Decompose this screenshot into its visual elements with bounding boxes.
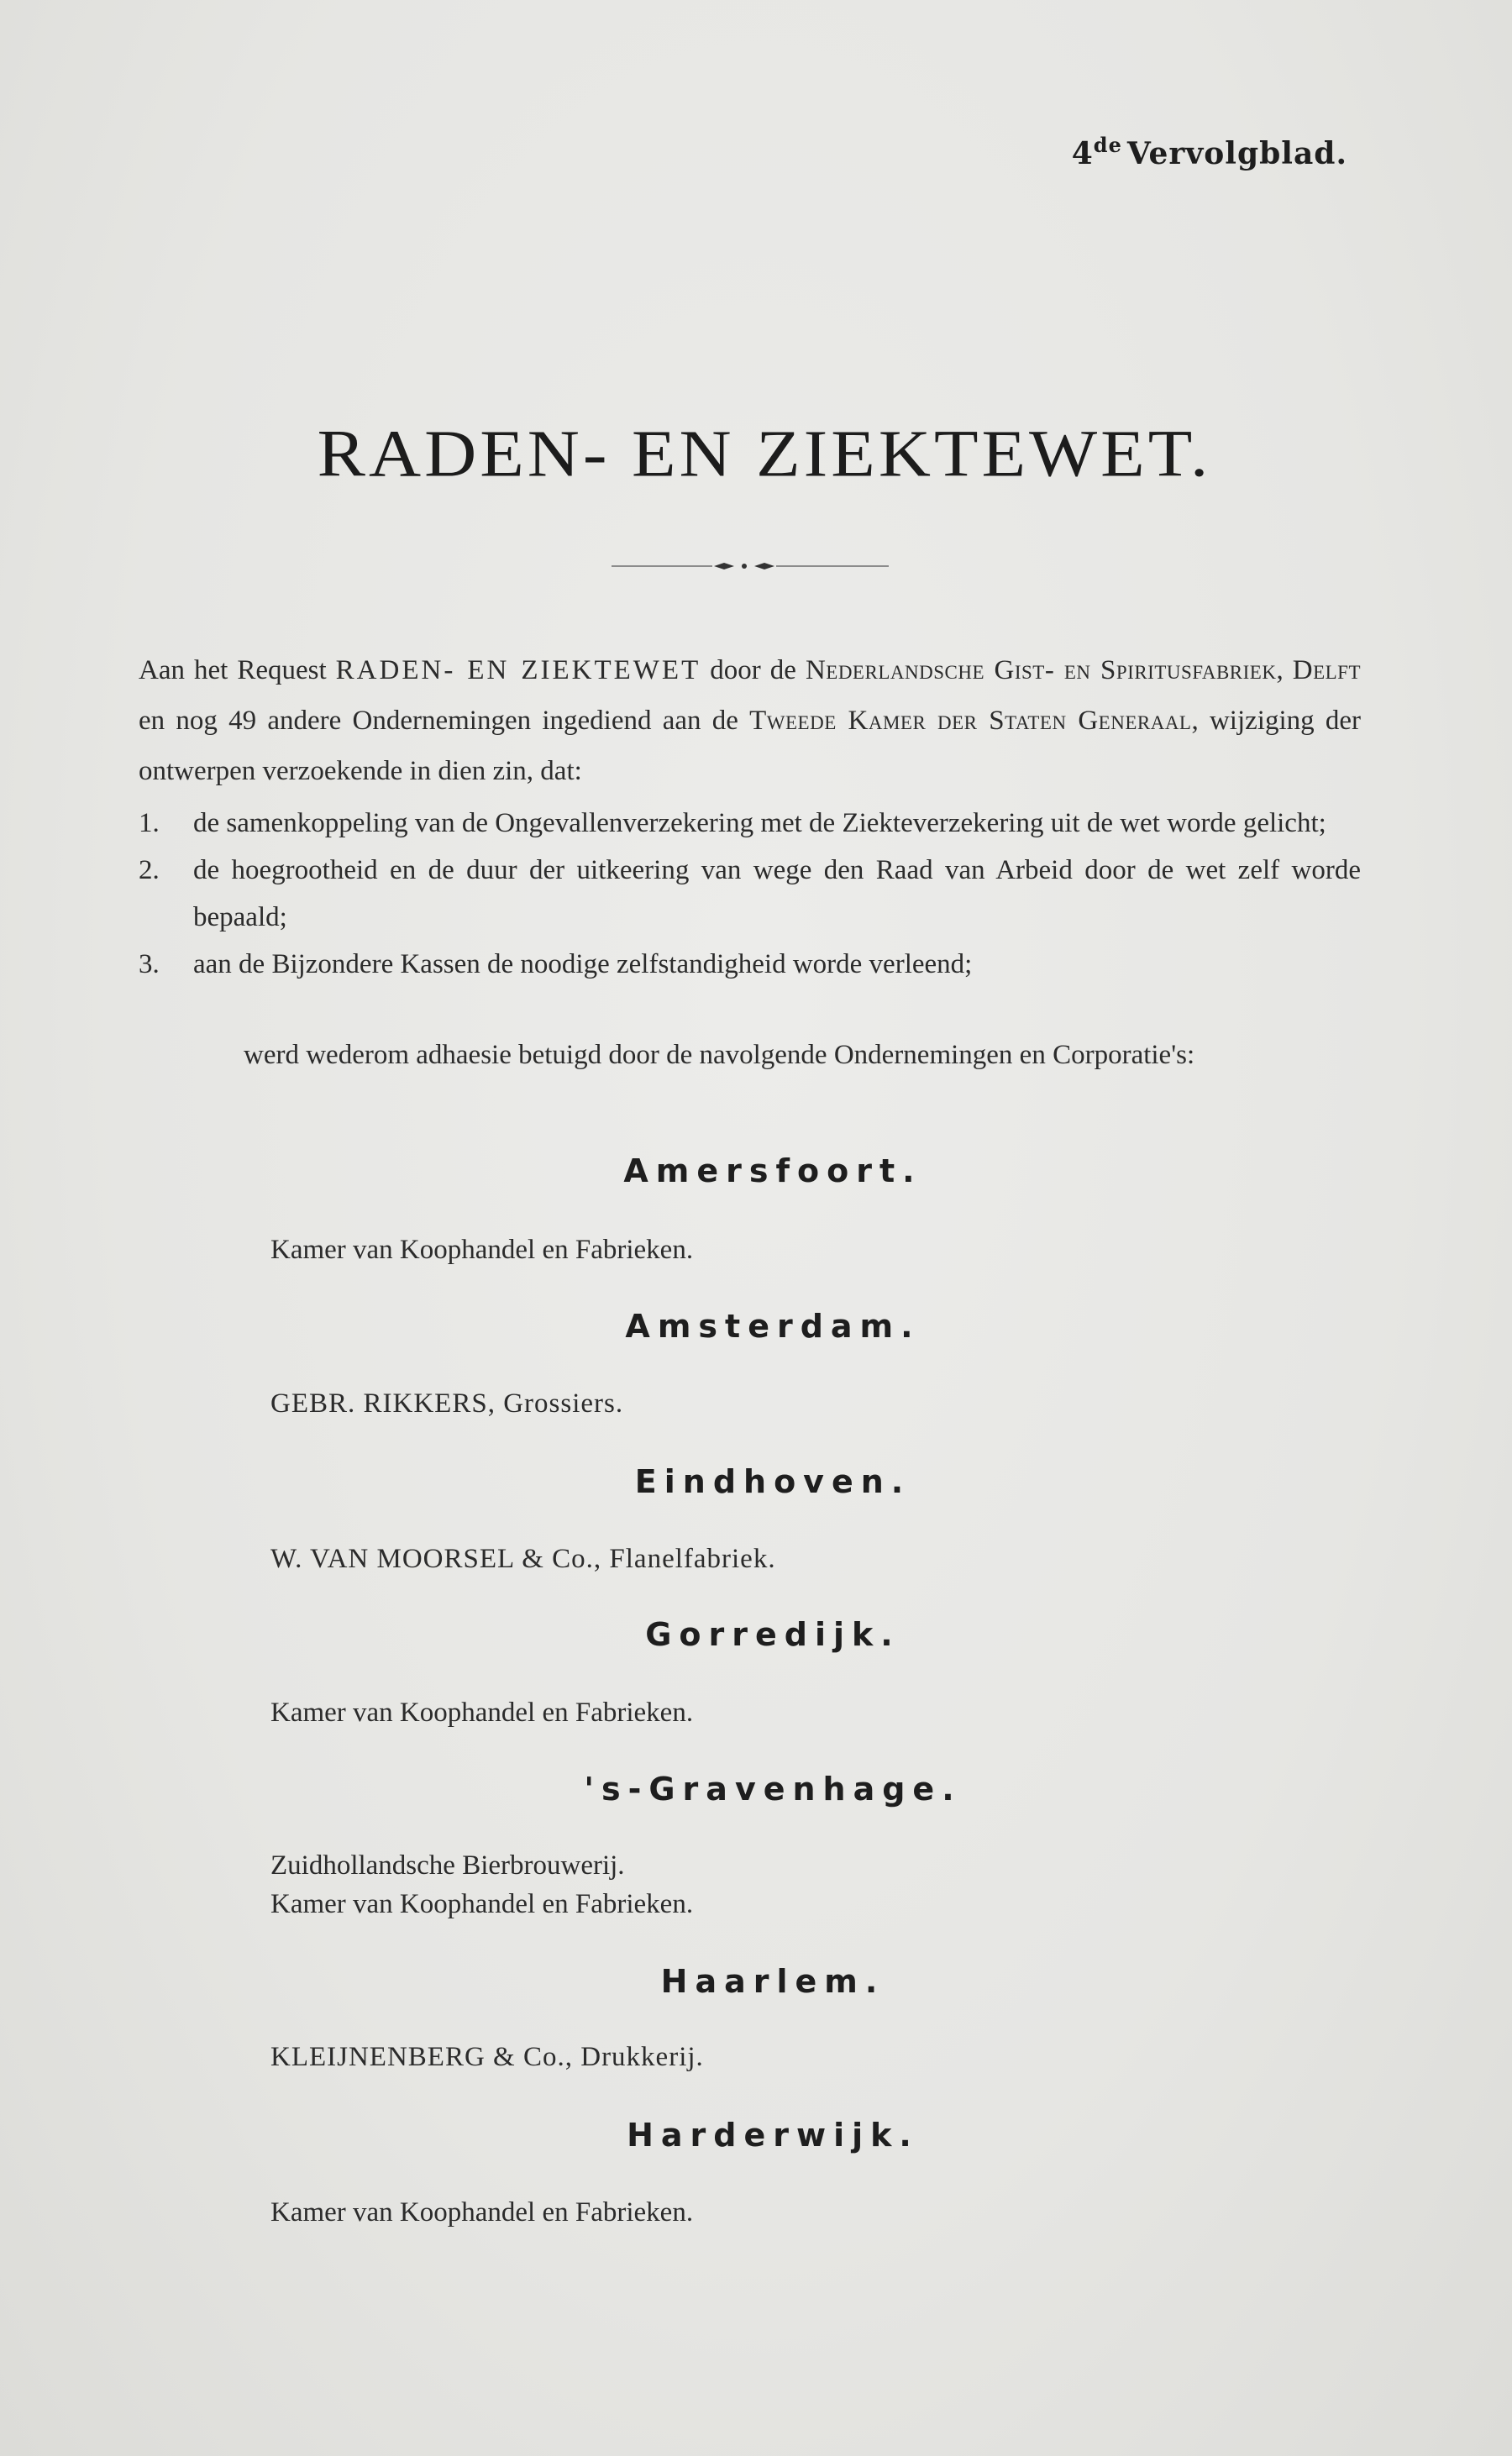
intro-text-3: , — [1276, 655, 1293, 685]
city-heading: Amsterdam. — [625, 1308, 921, 1345]
city-heading: Haarlem. — [660, 1963, 885, 2000]
request-item — [139, 941, 1361, 988]
city-entries — [270, 1693, 693, 1732]
city-entries — [270, 1540, 776, 1578]
ornament-divider — [612, 561, 889, 571]
city-entries — [270, 1231, 693, 1269]
city-heading: Eindhoven. — [634, 1463, 911, 1500]
company-name: Nederlandsche Gist- en Spiritusfabriek — [805, 655, 1277, 685]
chamber-name: Tweede Kamer der Staten Generaal — [749, 706, 1192, 736]
item-text: de hoegrootheid en de duur der uitkeering van wege den Raad van Arbeid door de wet zelf worde bepaald; — [193, 855, 1361, 932]
city-entries — [270, 2193, 693, 2232]
closing-line: werd wederom adhaesie betuigd door de navolgende Ondernemingen en Corporatie's: — [244, 1040, 1195, 1070]
sheet-number: 4 — [1071, 136, 1094, 171]
intro-text-4: en nog 49 andere Ondernemingen ingediend aan de — [139, 706, 750, 736]
city-heading: Gorredijk. — [645, 1616, 900, 1653]
item-number: 1. — [139, 808, 160, 838]
intro-text-5: , wijziging der ontwerpen verzoekende in dien zin, dat: — [139, 706, 1361, 786]
entry-line: GEBR. RIKKERS, Grossiers. — [270, 1388, 624, 1419]
item-number: 3. — [139, 949, 160, 979]
intro-paragraph — [139, 645, 1361, 796]
entry-line: KLEIJNENBERG & Co., Drukkerij. — [270, 2042, 704, 2072]
entry-line: W. VAN MOORSEL & Co., Flanelfabriek. — [270, 1544, 776, 1574]
city-entries — [270, 2038, 704, 2076]
request-items-list — [139, 800, 1361, 988]
item-text: de samenkoppeling van de Ongevallenverzekering met de Ziekteverzekering uit de wet worde gelicht; — [193, 808, 1326, 838]
item-text: aan de Bijzondere Kassen de noodige zelfstandigheid worde verleend; — [193, 949, 973, 979]
company-city: Delft — [1292, 655, 1362, 685]
city-entries — [270, 1846, 693, 1923]
entry-line: Kamer van Koophandel en Fabrieken. — [270, 1235, 694, 1265]
request-item — [139, 847, 1361, 941]
document-title: RADEN- EN ZIEKTEWET. — [317, 416, 1212, 491]
sheet-suffix: de — [1093, 133, 1122, 157]
city-heading: Amersfoort. — [623, 1152, 922, 1189]
sheet-header — [1072, 133, 1347, 171]
entry-line: Kamer van Koophandel en Fabrieken. — [270, 2197, 694, 2228]
request-name: RADEN- EN ZIEKTEWET — [335, 655, 701, 685]
entry-line: Kamer van Koophandel en Fabrieken. — [270, 1698, 694, 1728]
intro-text-2: door de — [701, 655, 806, 685]
city-entries — [270, 1384, 623, 1423]
city-heading: Harderwijk. — [627, 2117, 919, 2154]
sheet-label: Vervolgblad. — [1126, 136, 1347, 171]
request-item — [139, 800, 1361, 847]
intro-text-1: Aan het Request — [139, 655, 336, 685]
entry-line: Zuidhollandsche Bierbrouwerij. — [270, 1850, 625, 1881]
entry-line: Kamer van Koophandel en Fabrieken. — [270, 1889, 694, 1919]
city-heading: 's-Gravenhage. — [584, 1771, 962, 1808]
item-number: 2. — [139, 855, 160, 885]
